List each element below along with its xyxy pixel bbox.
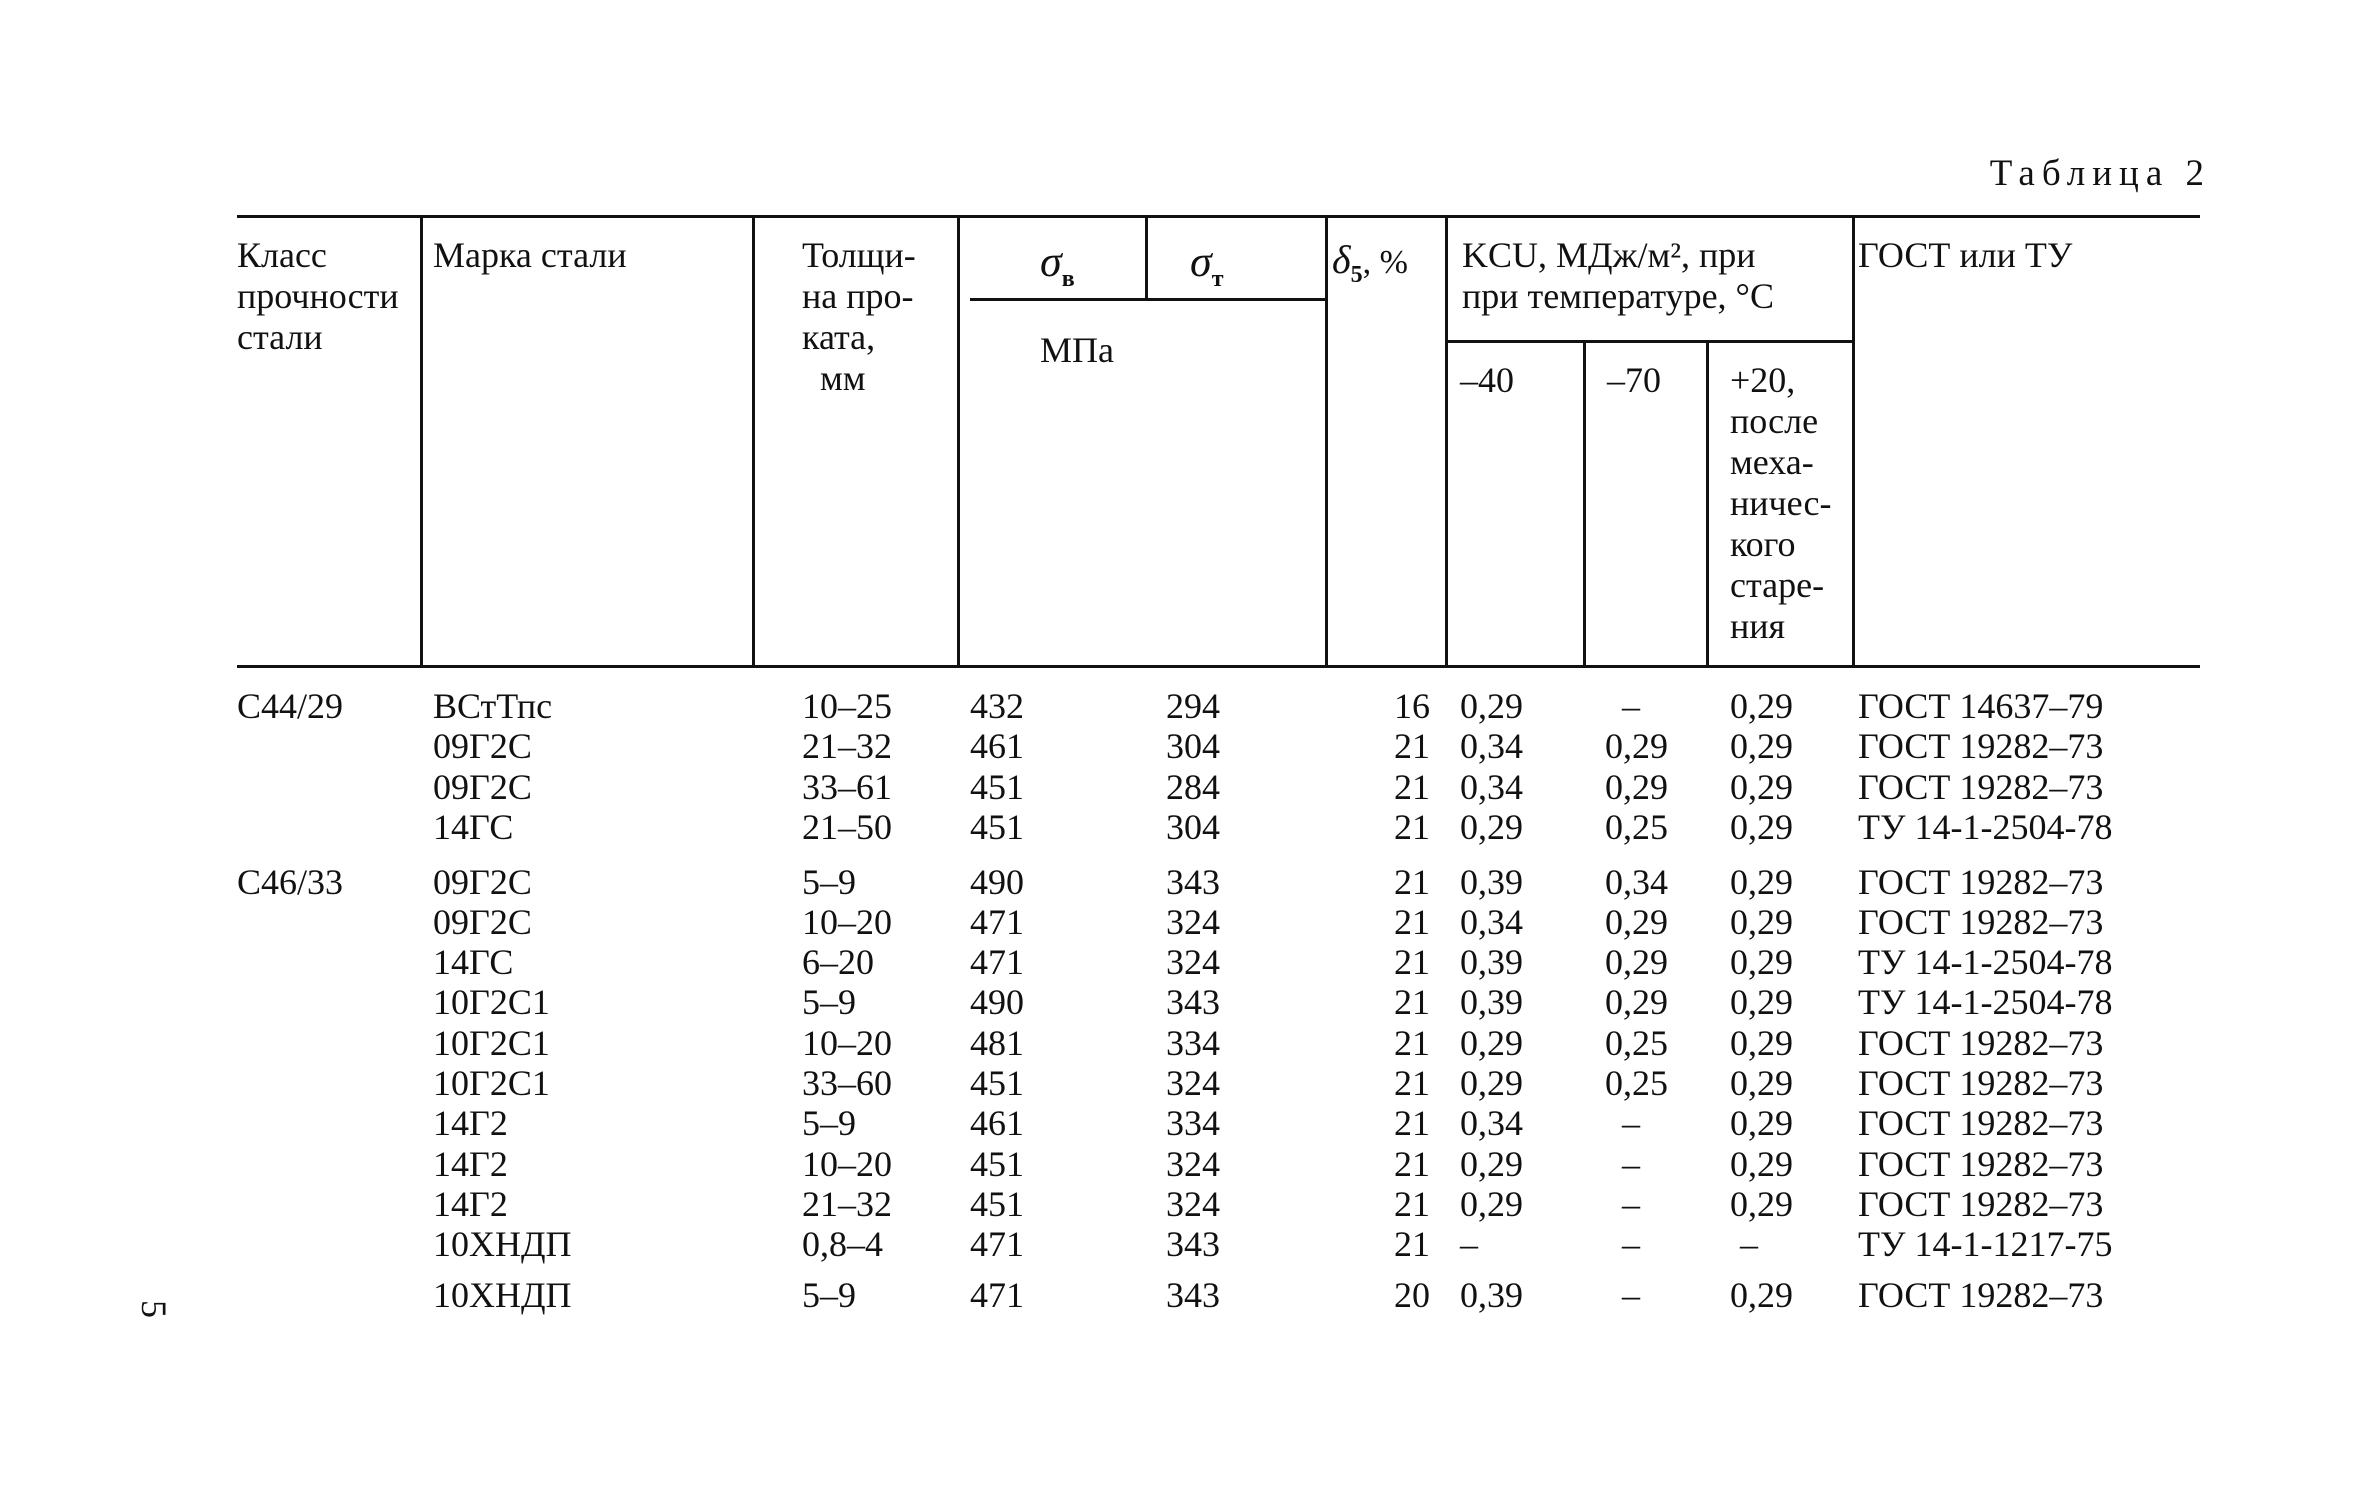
cell-grade: 14ГС <box>433 807 514 847</box>
cell-tensile-strength: 471 <box>970 1224 1024 1264</box>
header-bottom-rule <box>237 665 2200 668</box>
cell-tensile-strength: 490 <box>970 862 1024 902</box>
header-line: на про- <box>802 276 914 316</box>
header-yield-strength <box>1190 237 1224 292</box>
cell-kcu-plus20: 0,29 <box>1730 807 1793 847</box>
cell-grade: ВСтТпс <box>433 686 553 726</box>
cell-elongation: 21 <box>1394 1023 1430 1063</box>
cell-kcu-minus70: – <box>1622 686 1640 726</box>
header-line: Толщи- <box>802 235 916 275</box>
cell-kcu-plus20: 0,29 <box>1730 767 1793 807</box>
cell-yield-strength: 343 <box>1166 862 1220 902</box>
cell-tensile-strength: 451 <box>970 807 1024 847</box>
cell-thickness: 10–20 <box>802 1144 892 1184</box>
header-unit: , % <box>1362 244 1408 281</box>
cell-kcu-minus70: – <box>1622 1184 1640 1224</box>
cell-thickness: 5–9 <box>802 1103 856 1143</box>
cell-elongation: 21 <box>1394 942 1430 982</box>
cell-yield-strength: 334 <box>1166 1103 1220 1143</box>
header-symbol: σ <box>1190 237 1212 286</box>
col-rule-6 <box>1852 215 1855 667</box>
header-kcu-minus70: –70 <box>1607 360 1661 400</box>
cell-tensile-strength: 451 <box>970 1144 1024 1184</box>
cell-tensile-strength: 461 <box>970 726 1024 766</box>
header-line: +20, <box>1730 360 1796 400</box>
cell-kcu-plus20: 0,29 <box>1730 726 1793 766</box>
cell-yield-strength: 324 <box>1166 902 1220 942</box>
cell-thickness: 21–50 <box>802 807 892 847</box>
cell-gost: ГОСТ 19282–73 <box>1858 862 2104 902</box>
header-line: мм <box>820 358 866 398</box>
cell-thickness: 21–32 <box>802 726 892 766</box>
cell-kcu-minus40: 0,34 <box>1460 1103 1523 1143</box>
cell-kcu-minus40: 0,29 <box>1460 1184 1523 1224</box>
cell-thickness: 5–9 <box>802 1275 856 1315</box>
cell-elongation: 21 <box>1394 982 1430 1022</box>
cell-kcu-minus40: 0,34 <box>1460 902 1523 942</box>
cell-kcu-minus40: 0,39 <box>1460 862 1523 902</box>
cell-tensile-strength: 451 <box>970 767 1024 807</box>
cell-tensile-strength: 471 <box>970 942 1024 982</box>
col-rule-kcu-1 <box>1583 340 1586 667</box>
header-line: стали <box>237 317 323 357</box>
cell-grade: 14Г2 <box>433 1144 508 1184</box>
cell-grade: 10Г2С1 <box>433 1063 550 1103</box>
cell-grade: 14ГС <box>433 942 514 982</box>
cell-gost: ГОСТ 19282–73 <box>1858 1275 2104 1315</box>
cell-gost: ГОСТ 19282–73 <box>1858 1144 2104 1184</box>
header-line: кого <box>1730 524 1796 564</box>
cell-grade: 10ХНДП <box>433 1275 572 1315</box>
cell-yield-strength: 324 <box>1166 1063 1220 1103</box>
cell-elongation: 21 <box>1394 1063 1430 1103</box>
cell-kcu-minus70: 0,25 <box>1605 1023 1668 1063</box>
cell-elongation: 21 <box>1394 1144 1430 1184</box>
cell-kcu-plus20: – <box>1740 1224 1758 1264</box>
cell-kcu-plus20: 0,29 <box>1730 686 1793 726</box>
cell-kcu-minus40: 0,29 <box>1460 807 1523 847</box>
col-rule-2 <box>752 215 755 667</box>
cell-grade: 09Г2С <box>433 726 532 766</box>
cell-yield-strength: 334 <box>1166 1023 1220 1063</box>
header-line: ния <box>1730 606 1786 646</box>
cell-grade: 09Г2С <box>433 902 532 942</box>
header-line: после <box>1730 401 1819 441</box>
cell-kcu-minus40: 0,29 <box>1460 686 1523 726</box>
cell-thickness: 33–61 <box>802 767 892 807</box>
col-rule-3 <box>957 215 960 667</box>
cell-yield-strength: 324 <box>1166 1144 1220 1184</box>
cell-tensile-strength: 451 <box>970 1184 1024 1224</box>
cell-kcu-plus20: 0,29 <box>1730 942 1793 982</box>
cell-kcu-minus40: 0,29 <box>1460 1063 1523 1103</box>
cell-yield-strength: 294 <box>1166 686 1220 726</box>
cell-elongation: 21 <box>1394 767 1430 807</box>
cell-kcu-minus70: 0,34 <box>1605 862 1668 902</box>
header-symbol: δ <box>1332 237 1351 282</box>
cell-yield-strength: 343 <box>1166 1275 1220 1315</box>
col-rule-4 <box>1325 215 1328 667</box>
col-rule-kcu-2 <box>1706 340 1709 667</box>
cell-kcu-minus70: – <box>1622 1103 1640 1143</box>
cell-kcu-plus20: 0,29 <box>1730 902 1793 942</box>
cell-gost: ГОСТ 19282–73 <box>1858 1063 2104 1103</box>
header-strength-class <box>237 235 399 358</box>
cell-kcu-minus40: – <box>1460 1224 1478 1264</box>
cell-gost: ГОСТ 19282–73 <box>1858 1023 2104 1063</box>
header-symbol-sub: в <box>1061 265 1075 292</box>
cell-thickness: 10–20 <box>802 902 892 942</box>
cell-kcu-plus20: 0,29 <box>1730 1103 1793 1143</box>
cell-elongation: 21 <box>1394 862 1430 902</box>
cell-tensile-strength: 432 <box>970 686 1024 726</box>
cell-yield-strength: 343 <box>1166 982 1220 1022</box>
table-top-rule <box>237 215 2200 218</box>
cell-gost: ГОСТ 19282–73 <box>1858 1184 2104 1224</box>
cell-kcu-plus20: 0,29 <box>1730 982 1793 1022</box>
header-gost: ГОСТ или ТУ <box>1858 235 2073 275</box>
cell-class: С44/29 <box>237 686 344 726</box>
cell-tensile-strength: 451 <box>970 1063 1024 1103</box>
cell-elongation: 21 <box>1394 1224 1430 1264</box>
cell-gost: ТУ 14-1-2504-78 <box>1858 942 2113 982</box>
cell-kcu-minus70: 0,29 <box>1605 767 1668 807</box>
col-rule-1 <box>420 215 423 667</box>
cell-thickness: 10–20 <box>802 1023 892 1063</box>
cell-class: С46/33 <box>237 862 344 902</box>
cell-yield-strength: 304 <box>1166 726 1220 766</box>
cell-kcu-minus70: – <box>1622 1144 1640 1184</box>
header-line: KCU, МДж/м², при <box>1462 235 1756 275</box>
cell-yield-strength: 343 <box>1166 1224 1220 1264</box>
header-line: прочности <box>237 276 399 316</box>
cell-tensile-strength: 471 <box>970 902 1024 942</box>
cell-kcu-minus70: – <box>1622 1224 1640 1264</box>
cell-kcu-minus70: 0,25 <box>1605 1063 1668 1103</box>
cell-grade: 10ХНДП <box>433 1224 572 1264</box>
header-kcu-plus20 <box>1730 360 1831 647</box>
cell-kcu-plus20: 0,29 <box>1730 1023 1793 1063</box>
cell-yield-strength: 324 <box>1166 1184 1220 1224</box>
cell-tensile-strength: 481 <box>970 1023 1024 1063</box>
header-line: ничес- <box>1730 483 1832 523</box>
header-line: меха- <box>1730 442 1814 482</box>
header-steel-grade: Марка стали <box>433 235 627 275</box>
cell-gost: ТУ 14-1-1217-75 <box>1858 1224 2113 1264</box>
cell-elongation: 21 <box>1394 1103 1430 1143</box>
cell-kcu-minus40: 0,39 <box>1460 1275 1523 1315</box>
cell-thickness: 21–32 <box>802 1184 892 1224</box>
cell-grade: 10Г2С1 <box>433 1023 550 1063</box>
cell-elongation: 16 <box>1394 686 1430 726</box>
cell-kcu-minus40: 0,39 <box>1460 942 1523 982</box>
cell-kcu-minus40: 0,29 <box>1460 1144 1523 1184</box>
cell-tensile-strength: 471 <box>970 1275 1024 1315</box>
cell-elongation: 21 <box>1394 807 1430 847</box>
cell-kcu-plus20: 0,29 <box>1730 1063 1793 1103</box>
cell-tensile-strength: 461 <box>970 1103 1024 1143</box>
table-caption: Таблица 2 <box>1989 153 2211 194</box>
header-symbol: σ <box>1040 237 1062 286</box>
header-line: при температуре, °С <box>1462 276 1774 316</box>
cell-kcu-minus40: 0,34 <box>1460 726 1523 766</box>
header-line: старе- <box>1730 565 1825 605</box>
cell-thickness: 33–60 <box>802 1063 892 1103</box>
cell-gost: ГОСТ 19282–73 <box>1858 767 2104 807</box>
header-kcu-minus40: –40 <box>1460 360 1514 400</box>
kcu-divider-rule <box>1447 340 1852 343</box>
page-number: 5 <box>134 1300 174 1318</box>
cell-thickness: 10–25 <box>802 686 892 726</box>
cell-grade: 14Г2 <box>433 1184 508 1224</box>
cell-elongation: 21 <box>1394 1184 1430 1224</box>
cell-kcu-minus70: 0,29 <box>1605 982 1668 1022</box>
cell-kcu-minus70: – <box>1622 1275 1640 1315</box>
cell-kcu-minus40: 0,34 <box>1460 767 1523 807</box>
cell-kcu-plus20: 0,29 <box>1730 1184 1793 1224</box>
cell-elongation: 21 <box>1394 726 1430 766</box>
header-thickness <box>802 235 916 399</box>
cell-grade: 14Г2 <box>433 1103 508 1143</box>
cell-gost: ГОСТ 19282–73 <box>1858 1103 2104 1143</box>
header-elongation <box>1332 237 1408 288</box>
cell-gost: ГОСТ 14637–79 <box>1858 686 2104 726</box>
cell-kcu-plus20: 0,29 <box>1730 1275 1793 1315</box>
cell-thickness: 5–9 <box>802 982 856 1022</box>
cell-gost: ГОСТ 19282–73 <box>1858 902 2104 942</box>
cell-kcu-plus20: 0,29 <box>1730 1144 1793 1184</box>
header-kcu <box>1462 235 1774 317</box>
cell-kcu-minus70: 0,29 <box>1605 902 1668 942</box>
cell-kcu-minus40: 0,39 <box>1460 982 1523 1022</box>
cell-kcu-minus40: 0,29 <box>1460 1023 1523 1063</box>
cell-thickness: 6–20 <box>802 942 874 982</box>
cell-kcu-minus70: 0,25 <box>1605 807 1668 847</box>
header-tensile-strength <box>1040 237 1075 292</box>
cell-yield-strength: 304 <box>1166 807 1220 847</box>
col-rule-5 <box>1445 215 1448 667</box>
header-line: ката, <box>802 317 876 357</box>
cell-gost: ТУ 14-1-2504-78 <box>1858 982 2113 1022</box>
cell-grade: 09Г2С <box>433 862 532 902</box>
cell-thickness: 5–9 <box>802 862 856 902</box>
cell-thickness: 0,8–4 <box>802 1224 883 1264</box>
header-mpa: МПа <box>1040 330 1114 370</box>
cell-grade: 10Г2С1 <box>433 982 550 1022</box>
cell-elongation: 21 <box>1394 902 1430 942</box>
col-rule-sigma <box>1145 215 1148 300</box>
header-symbol-sub: т <box>1211 265 1224 292</box>
cell-tensile-strength: 490 <box>970 982 1024 1022</box>
cell-kcu-plus20: 0,29 <box>1730 862 1793 902</box>
cell-elongation: 20 <box>1394 1275 1430 1315</box>
cell-yield-strength: 324 <box>1166 942 1220 982</box>
cell-gost: ГОСТ 19282–73 <box>1858 726 2104 766</box>
cell-gost: ТУ 14-1-2504-78 <box>1858 807 2113 847</box>
cell-grade: 09Г2С <box>433 767 532 807</box>
cell-kcu-minus70: 0,29 <box>1605 726 1668 766</box>
header-line: Класс <box>237 235 327 275</box>
cell-yield-strength: 284 <box>1166 767 1220 807</box>
cell-kcu-minus70: 0,29 <box>1605 942 1668 982</box>
header-symbol-sub: 5 <box>1350 262 1363 288</box>
